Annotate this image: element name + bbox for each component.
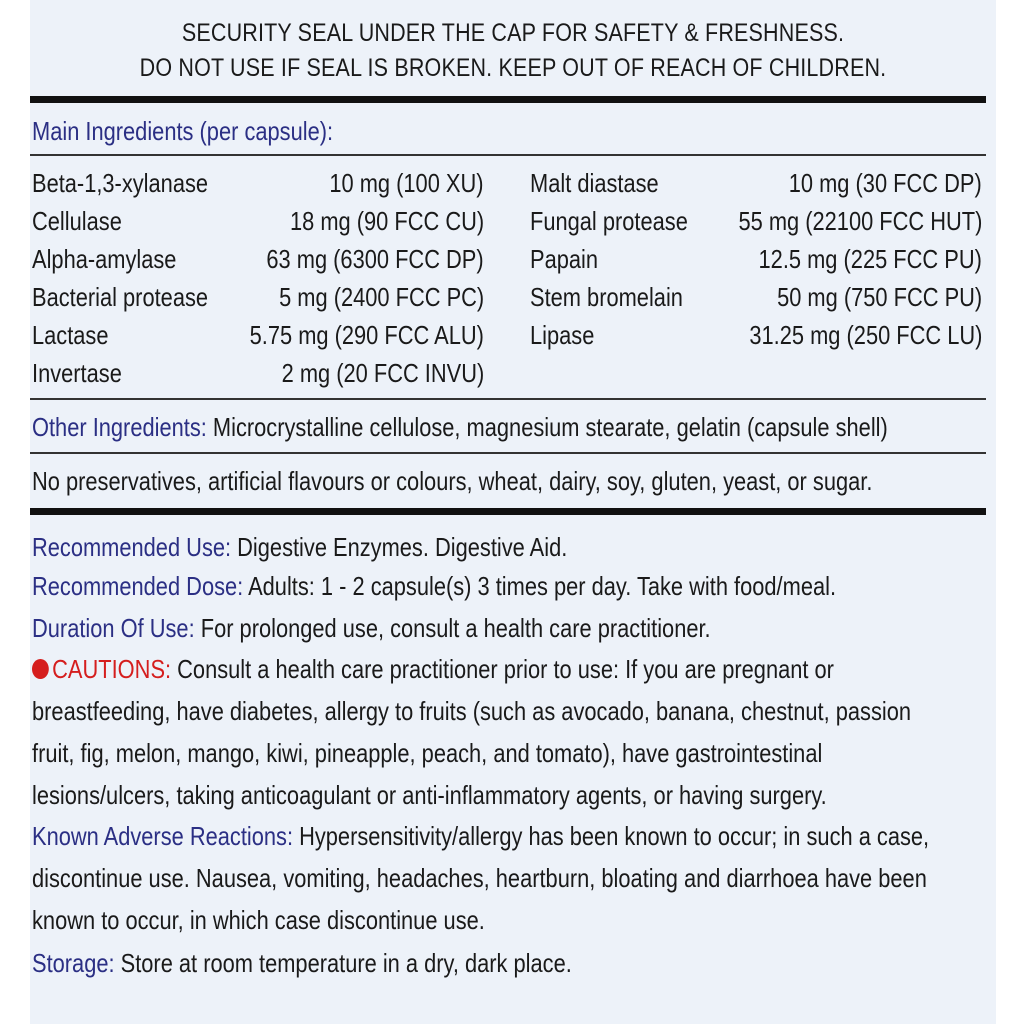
storage-line	[32, 946, 572, 980]
ingredient-row	[32, 202, 484, 240]
ingredient-name: Malt diastase	[530, 168, 659, 198]
ingredient-amount: 31.25 mg (250 FCC LU)	[748, 320, 982, 350]
ingredient-amount: 55 mg (22100 FCC HUT)	[738, 206, 982, 236]
duration-text: For prolonged use, consult a health care practitioner.	[194, 613, 711, 643]
divider-other-ingredients	[30, 398, 986, 400]
cautions-line-3: fruit, fig, melon, mango, kiwi, pineapple, peach, and tomato), have gastrointestinal	[32, 738, 823, 768]
ingredient-name: Stem bromelain	[530, 282, 683, 312]
ingredient-row	[530, 316, 982, 354]
recommended-use-label: Recommended Use:	[32, 532, 232, 562]
ingredient-name: Cellulase	[32, 206, 122, 236]
recommended-dose-text: Adults: 1 - 2 capsule(s) 3 times per day. Take with food/meal.	[243, 571, 837, 601]
cautions-line-1	[32, 652, 834, 686]
ingredient-name: Bacterial protease	[32, 282, 209, 312]
ingredient-name: Beta-1,3-xylanase	[32, 168, 209, 198]
duration-line	[32, 611, 711, 645]
ingredient-amount: 12.5 mg (225 FCC PU)	[758, 244, 982, 274]
ingredient-name: Lipase	[530, 320, 595, 350]
storage-text: Store at room temperature in a dry, dark place.	[114, 948, 572, 978]
divider-free-from	[30, 452, 986, 454]
ingredient-row	[530, 164, 982, 202]
ingredient-amount: 50 mg (750 FCC PU)	[776, 282, 982, 312]
duration-label: Duration Of Use:	[32, 613, 195, 643]
safety-header-line-1: SECURITY SEAL UNDER THE CAP FOR SAFETY & FRESHNESS.	[181, 19, 845, 47]
ingredient-amount: 63 mg (6300 FCC DP)	[266, 244, 484, 274]
ingredients-left-column	[32, 164, 484, 392]
recommended-dose-label: Recommended Dose:	[32, 571, 244, 601]
ingredient-row	[32, 278, 484, 316]
ingredient-row	[32, 240, 484, 278]
ingredient-name: Papain	[530, 244, 599, 274]
ingredient-amount: 2 mg (20 FCC INVU)	[281, 358, 484, 388]
recommended-use-line	[32, 530, 567, 564]
free-from-statement: No preservatives, artificial flavours or colours, wheat, dairy, soy, gluten, yeast, or sugar.	[32, 466, 873, 496]
safety-header-line-2: DO NOT USE IF SEAL IS BROKEN. KEEP OUT OF REACH OF CHILDREN.	[139, 54, 887, 82]
caution-dot-icon	[32, 659, 49, 679]
ingredient-amount: 10 mg (100 XU)	[329, 168, 484, 198]
ingredient-name: Fungal protease	[530, 206, 688, 236]
storage-label: Storage:	[32, 948, 115, 978]
adverse-line-3: known to occur, in which case discontinue use.	[32, 905, 485, 935]
ingredient-amount: 18 mg (90 FCC CU)	[289, 206, 484, 236]
cautions-label: CAUTIONS:	[52, 654, 172, 684]
ingredient-name: Invertase	[32, 358, 122, 388]
divider-thick-bottom	[30, 508, 986, 515]
ingredient-name: Lactase	[32, 320, 109, 350]
ingredient-row	[530, 202, 982, 240]
recommended-dose-line	[32, 569, 836, 603]
other-ingredients-label: Other Ingredients:	[32, 412, 207, 442]
ingredient-row	[32, 164, 484, 202]
adverse-line-1	[32, 819, 929, 853]
ingredient-amount: 5.75 mg (290 FCC ALU)	[249, 320, 484, 350]
divider-ingredients	[30, 154, 986, 156]
recommended-use-text: Digestive Enzymes. Digestive Aid.	[231, 532, 568, 562]
ingredient-row	[32, 354, 484, 392]
adverse-label: Known Adverse Reactions:	[32, 821, 294, 851]
ingredients-right-column	[530, 164, 982, 354]
ingredient-amount: 5 mg (2400 FCC PC)	[278, 282, 484, 312]
ingredient-row	[32, 316, 484, 354]
safety-header	[98, 16, 929, 86]
cautions-line-2: breastfeeding, have diabetes, allergy to fruits (such as avocado, banana, chestnut, passion	[32, 696, 912, 726]
main-ingredients-heading: Main Ingredients (per capsule):	[32, 116, 334, 146]
adverse-text-1: Hypersensitivity/allergy has been known to occur; in such a case,	[293, 821, 930, 851]
cautions-text-1: Consult a health care practitioner prior to use: If you are pregnant or	[171, 654, 834, 684]
ingredient-row	[530, 278, 982, 316]
other-ingredients-text: Microcrystalline cellulose, magnesium stearate, gelatin (capsule shell)	[206, 412, 888, 442]
ingredient-name: Alpha-amylase	[32, 244, 177, 274]
product-label	[30, 0, 996, 1024]
ingredient-row	[530, 240, 982, 278]
divider-thick-top	[30, 96, 986, 103]
cautions-line-4: lesions/ulcers, taking anticoagulant or anti-inflammatory agents, or having surgery.	[32, 780, 827, 810]
other-ingredients-line	[32, 410, 888, 444]
ingredient-amount: 10 mg (30 FCC DP)	[789, 168, 982, 198]
adverse-line-2: discontinue use. Nausea, vomiting, headaches, heartburn, bloating and diarrhoea have been	[32, 863, 927, 893]
